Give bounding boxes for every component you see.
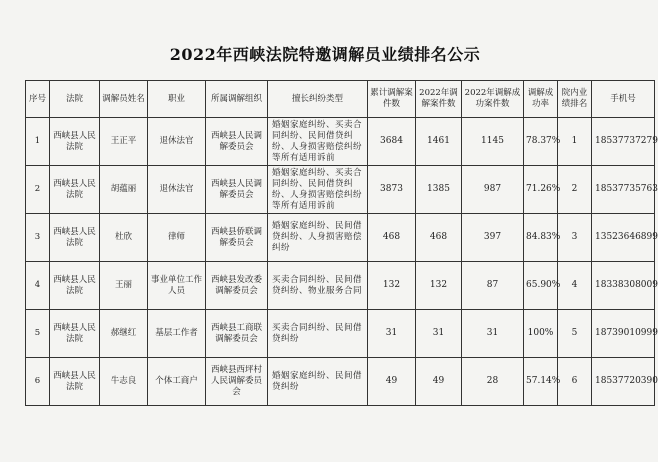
cell-kind: 买卖合同纠纷、民间借贷纠纷 — [268, 310, 368, 358]
cell-org: 西峡县发改委调解委员会 — [206, 262, 268, 310]
header-success2022: 2022年调解成功案件数 — [462, 81, 524, 118]
cell-success2022: 397 — [462, 214, 524, 262]
cell-kind: 婚姻家庭纠纷、民间借贷纠纷 — [268, 358, 368, 406]
cell-seq: 3 — [26, 214, 50, 262]
cell-name: 胡蕴丽 — [100, 166, 148, 214]
table-row — [26, 214, 655, 262]
cell-seq: 2 — [26, 166, 50, 214]
cell-seq: 6 — [26, 358, 50, 406]
table-row — [26, 166, 655, 214]
cell-success2022: 1145 — [462, 118, 524, 166]
cell-court: 西峡县人民法院 — [50, 262, 100, 310]
cell-name: 王丽 — [100, 262, 148, 310]
cell-phone: 18537720390 — [592, 358, 655, 406]
cell-rate: 65.90% — [524, 262, 558, 310]
cell-org: 西峡县工商联调解委员会 — [206, 310, 268, 358]
cell-total: 132 — [368, 262, 416, 310]
cell-job: 事业单位工作人员 — [148, 262, 206, 310]
cell-phone: 18537735763 — [592, 166, 655, 214]
cell-job: 基层工作者 — [148, 310, 206, 358]
cell-seq: 5 — [26, 310, 50, 358]
cell-cases2022: 31 — [416, 310, 462, 358]
cell-court: 西峡县人民法院 — [50, 166, 100, 214]
cell-phone: 18338308009 — [592, 262, 655, 310]
cell-success2022: 31 — [462, 310, 524, 358]
cell-rate: 78.37% — [524, 118, 558, 166]
cell-rank: 5 — [558, 310, 592, 358]
header-cases2022: 2022年调解案件数 — [416, 81, 462, 118]
cell-success2022: 28 — [462, 358, 524, 406]
cell-job: 律师 — [148, 214, 206, 262]
header-rate: 调解成功率 — [524, 81, 558, 118]
table-row — [26, 310, 655, 358]
header-phone: 手机号 — [592, 81, 655, 118]
cell-org: 西峡县侨联调解委员会 — [206, 214, 268, 262]
cell-total: 3684 — [368, 118, 416, 166]
cell-name: 杜欣 — [100, 214, 148, 262]
table-row — [26, 262, 655, 310]
cell-kind: 婚姻家庭纠纷、买卖合同纠纷、民间借贷纠纷、人身损害赔偿纠纷等所有适用诉前 — [268, 166, 368, 214]
cell-kind: 买卖合同纠纷、民间借贷纠纷、物业服务合同 — [268, 262, 368, 310]
header-seq: 序号 — [26, 81, 50, 118]
cell-success2022: 987 — [462, 166, 524, 214]
cell-name: 牛志良 — [100, 358, 148, 406]
cell-rank: 1 — [558, 118, 592, 166]
cell-rank: 6 — [558, 358, 592, 406]
cell-job: 个体工商户 — [148, 358, 206, 406]
header-court: 法院 — [50, 81, 100, 118]
header-kind: 擅长纠纷类型 — [268, 81, 368, 118]
cell-rank: 2 — [558, 166, 592, 214]
cell-cases2022: 1461 — [416, 118, 462, 166]
cell-court: 西峡县人民法院 — [50, 358, 100, 406]
cell-phone: 13523646899 — [592, 214, 655, 262]
table-row — [26, 118, 655, 166]
cell-rate: 71.26% — [524, 166, 558, 214]
cell-seq: 4 — [26, 262, 50, 310]
ranking-table — [25, 80, 658, 406]
cell-job: 退休法官 — [148, 118, 206, 166]
table-row — [26, 358, 655, 406]
cell-job: 退休法官 — [148, 166, 206, 214]
cell-org: 西峡县人民调解委员会 — [206, 118, 268, 166]
cell-rank: 4 — [558, 262, 592, 310]
page-title: 2022年西峡法院特邀调解员业绩排名公示 — [169, 45, 481, 64]
cell-name: 王正平 — [100, 118, 148, 166]
cell-rank: 3 — [558, 214, 592, 262]
header-total: 累计调解案件数 — [368, 81, 416, 118]
cell-kind: 婚姻家庭纠纷、买卖合同纠纷、民间借贷纠纷、人身损害赔偿纠纷等所有适用诉前 — [268, 118, 368, 166]
cell-total: 49 — [368, 358, 416, 406]
cell-kind: 婚姻家庭纠纷、民间借贷纠纷、人身损害赔偿纠纷 — [268, 214, 368, 262]
header-job: 职业 — [148, 81, 206, 118]
cell-name: 郝继红 — [100, 310, 148, 358]
cell-total: 468 — [368, 214, 416, 262]
cell-rate: 100% — [524, 310, 558, 358]
cell-phone: 18537737279 — [592, 118, 655, 166]
header-name: 调解员姓名 — [100, 81, 148, 118]
cell-org: 西峡县人民调解委员会 — [206, 166, 268, 214]
cell-cases2022: 49 — [416, 358, 462, 406]
cell-court: 西峡县人民法院 — [50, 214, 100, 262]
cell-seq: 1 — [26, 118, 50, 166]
cell-rate: 57.14% — [524, 358, 558, 406]
header-org: 所属调解组织 — [206, 81, 268, 118]
cell-court: 西峡县人民法院 — [50, 118, 100, 166]
cell-phone: 18739010999 — [592, 310, 655, 358]
cell-court: 西峡县人民法院 — [50, 310, 100, 358]
cell-cases2022: 1385 — [416, 166, 462, 214]
header-row — [26, 81, 655, 118]
cell-total: 31 — [368, 310, 416, 358]
cell-rate: 84.83% — [524, 214, 558, 262]
cell-cases2022: 468 — [416, 214, 462, 262]
cell-cases2022: 132 — [416, 262, 462, 310]
header-rank: 院内业绩排名 — [558, 81, 592, 118]
cell-total: 3873 — [368, 166, 416, 214]
cell-success2022: 87 — [462, 262, 524, 310]
cell-org: 西峡县西坪村人民调解委员会 — [206, 358, 268, 406]
